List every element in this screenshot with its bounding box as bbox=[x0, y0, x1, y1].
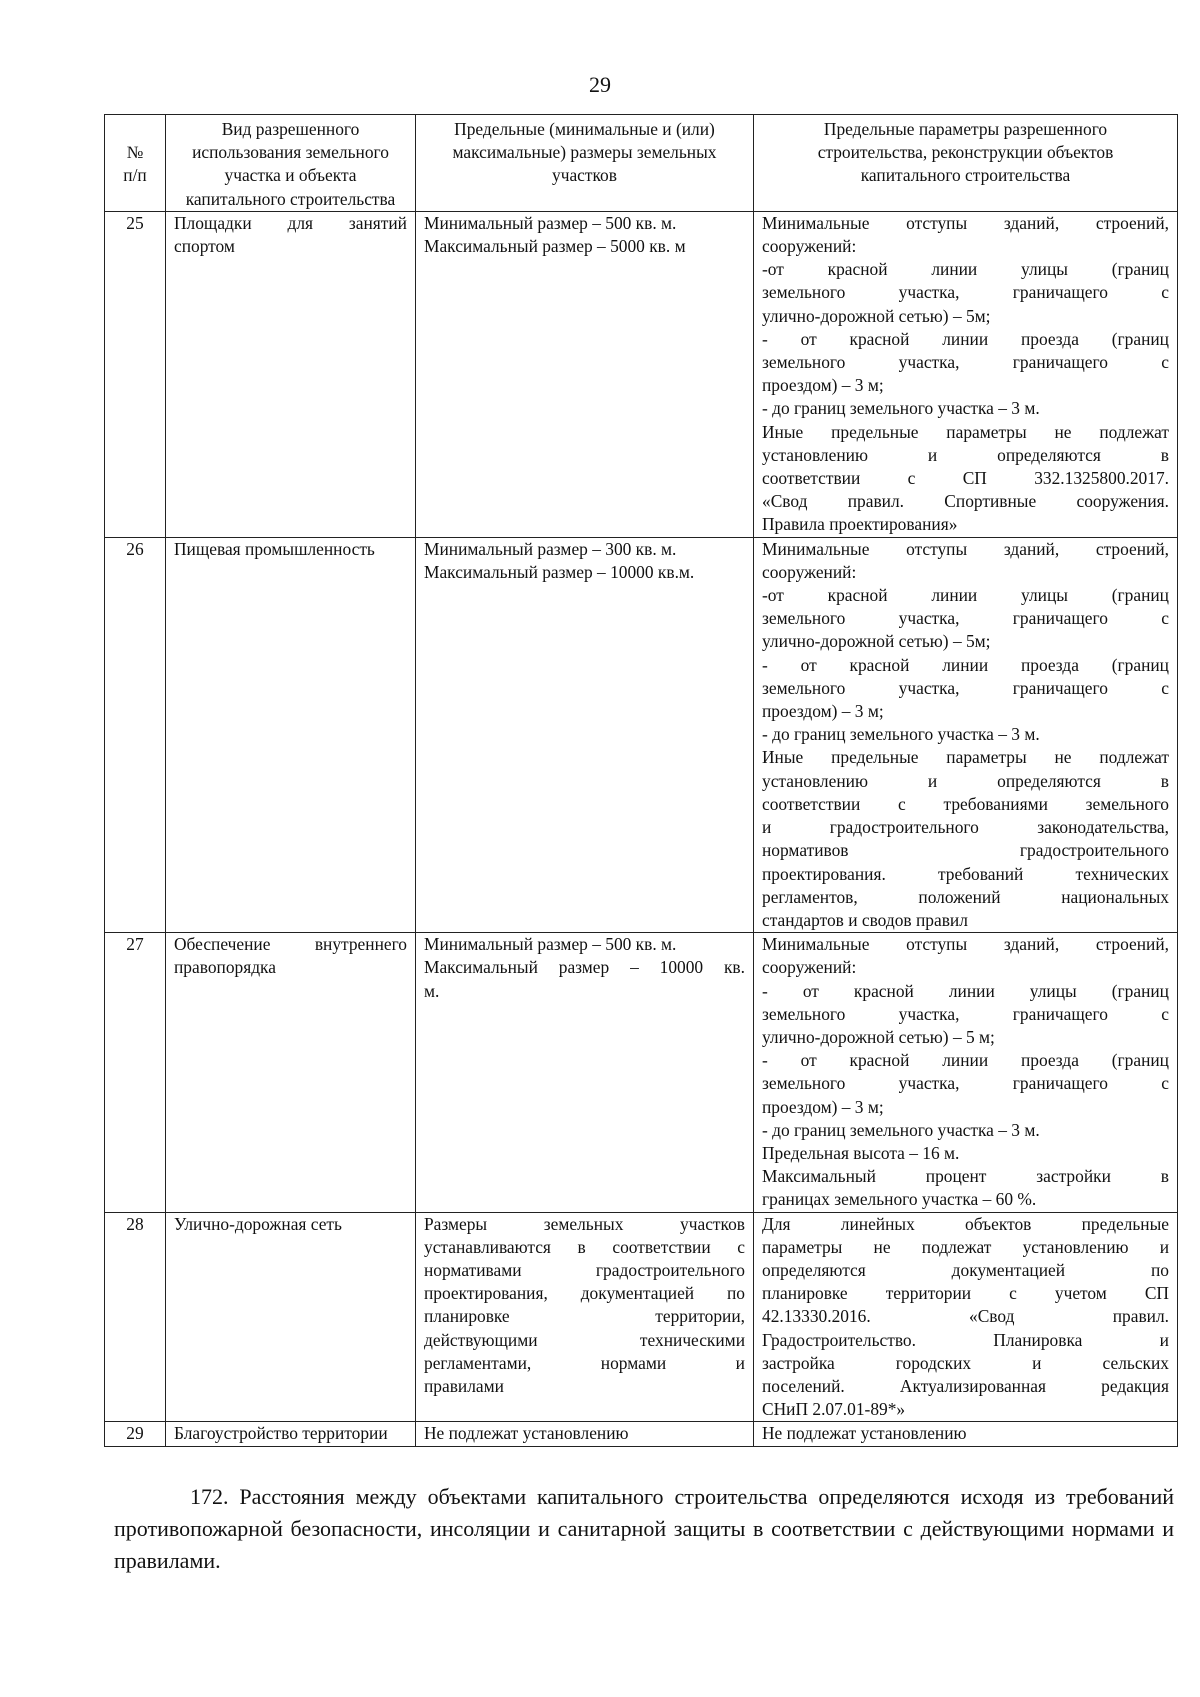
row-params: Минимальные отступы зданий, строений, сооружений: -от красной линии улицы (границ земельного участка, граничащего с улично-дорожной сетью) – 5м; - от красной линии проезда (границ земельного участка, граничащего с проездом) – 3 м; - до границ земельного участка – 3 м. Иные предельные параметры не подлежат установлению и определяются в соответствии с СП 332.1325800.2017. «Свод правил. Спортивные сооружения. Правила проектирования» bbox=[754, 211, 1178, 537]
table-header-row bbox=[105, 115, 1178, 212]
row-size: Минимальный размер – 500 кв. м. Максимальный размер – 10000 кв. м. bbox=[416, 933, 754, 1212]
row-params: Для линейных объектов предельные параметры не подлежат установлению и определяются документацией по планировке территории с учетом СП 42.13330.2016. «Свод правил. Градостроительство. Планировка и застройка городских и сельских поселений. Актуализированная редакция СНиП 2.07.01-89*» bbox=[754, 1212, 1178, 1422]
table-row bbox=[105, 211, 1178, 537]
header-size: Предельные (минимальные и (или) максимальные) размеры земельных участков bbox=[416, 115, 754, 212]
row-size: Не подлежат установлению bbox=[416, 1422, 754, 1446]
row-number: 25 bbox=[105, 211, 166, 537]
row-params: Минимальные отступы зданий, строений, сооружений: - от красной линии улицы (границ земельного участка, граничащего с улично-дорожной сетью) – 5 м; - от красной линии проезда (границ земельного участка, граничащего с проездом) – 3 м; - до границ земельного участка – 3 м. Предельная высота – 16 м. Максимальный процент застройки в границах земельного участка – 60 %. bbox=[754, 933, 1178, 1212]
row-size: Минимальный размер – 500 кв. м. Максимальный размер – 5000 кв. м bbox=[416, 211, 754, 537]
page-number: 29 bbox=[589, 72, 611, 97]
row-use: Обеспечение внутреннего правопорядка bbox=[166, 933, 416, 1212]
header-num: № п/п bbox=[105, 115, 166, 212]
row-number: 28 bbox=[105, 1212, 166, 1422]
row-params: Не подлежат установлению bbox=[754, 1422, 1178, 1446]
row-use: Пищевая промышленность bbox=[166, 537, 416, 932]
table-row bbox=[105, 1212, 1178, 1422]
table-row bbox=[105, 933, 1178, 1212]
regulations-table bbox=[104, 114, 1178, 1447]
row-use: Площадки для занятий спортом bbox=[166, 211, 416, 537]
row-number: 26 bbox=[105, 537, 166, 932]
header-use: Вид разрешенного использования земельного участка и объекта капитального строительства bbox=[166, 115, 416, 212]
row-number: 27 bbox=[105, 933, 166, 1212]
row-use: Благоустройство территории bbox=[166, 1422, 416, 1446]
row-use: Улично-дорожная сеть bbox=[166, 1212, 416, 1422]
header-params: Предельные параметры разрешенного строительства, реконструкции объектов капитального строительства bbox=[754, 115, 1178, 212]
row-size: Минимальный размер – 300 кв. м. Максимальный размер – 10000 кв.м. bbox=[416, 537, 754, 932]
row-params: Минимальные отступы зданий, строений, сооружений: -от красной линии улицы (границ земельного участка, граничащего с улично-дорожной сетью) – 5м; - от красной линии проезда (границ земельного участка, граничащего с проездом) – 3 м; - до границ земельного участка – 3 м. Иные предельные параметры не подлежат установлению и определяются в соответствии с требованиями земельного и градостроительного законодательства, нормативов градостроительного проектирования. требований технических регламентов, положений национальных стандартов и сводов правил bbox=[754, 537, 1178, 932]
paragraph-172: 172. Расстояния между объектами капитального строительства определяются исходя из требований противопожарной безопасности, инсоляции и санитарной защиты в соответствии с действующими нормами и правилами. bbox=[114, 1484, 1174, 1573]
table-row bbox=[105, 1422, 1178, 1446]
table-row bbox=[105, 537, 1178, 932]
row-size: Размеры земельных участков устанавливаются в соответствии с нормативами градостроительного проектирования, документацией по планировке территории, действующими техническими регламентами, нормами и правилами bbox=[416, 1212, 754, 1422]
row-number: 29 bbox=[105, 1422, 166, 1446]
